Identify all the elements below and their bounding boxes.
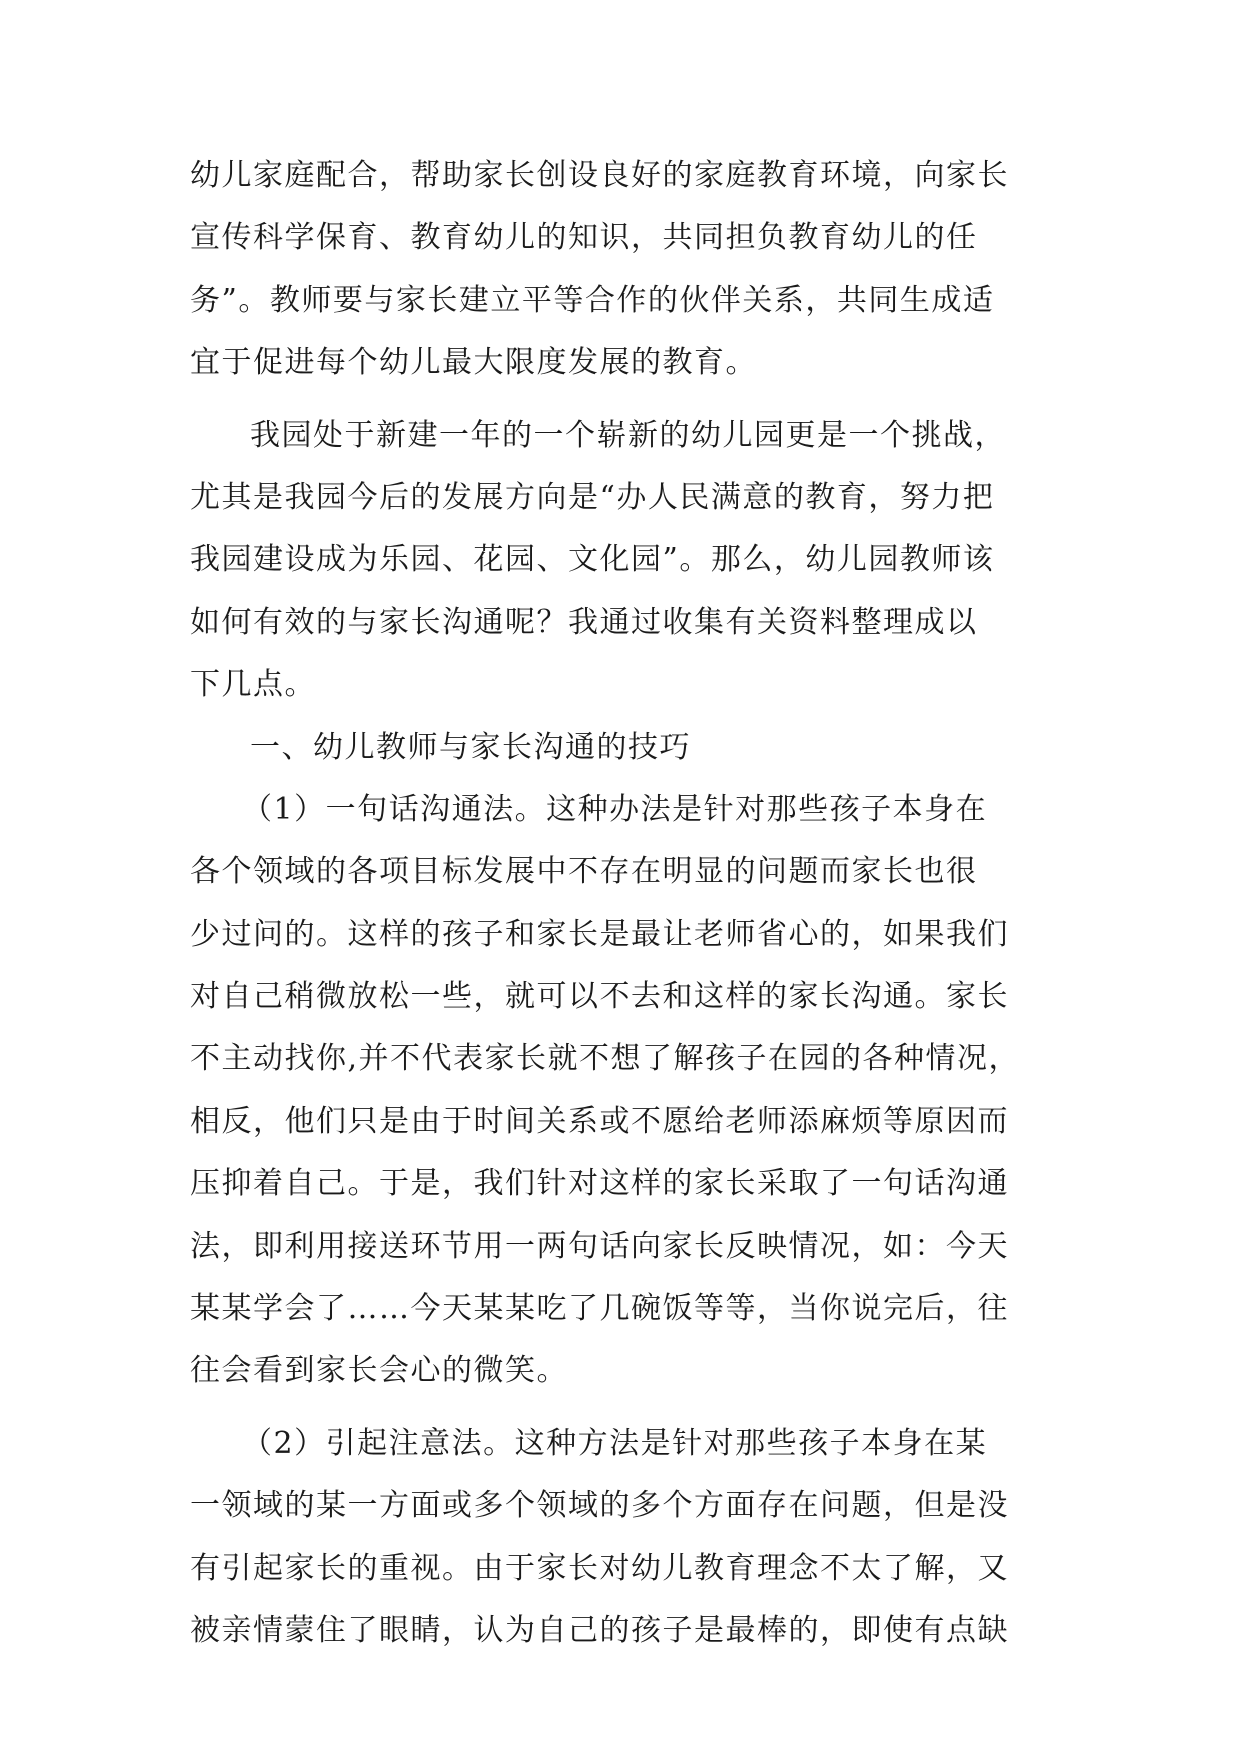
text-line: 被亲情蒙住了眼睛，认为自己的孩子是最棒的，即使有点缺 [190, 1612, 1009, 1648]
text-line: （1）一句话沟通法。这种办法是针对那些孩子本身在 [242, 791, 988, 827]
text-line: 某某学会了……今天某某吃了几碗饭等等，当你说完后，往 [190, 1291, 1009, 1327]
text-line: 宣传科学保育、教育幼儿的知识，共同担负教育幼儿的任 [190, 220, 978, 256]
text-line: 尤其是我园今后的发展方向是“办人民满意的教育，努力把 [190, 479, 995, 515]
text-line: 我园处于新建一年的一个崭新的幼儿园更是一个挑战， [250, 417, 1006, 453]
text-line: 压抑着自己。于是，我们针对这样的家长采取了一句话沟通 [190, 1166, 1009, 1202]
text-line: 各个领域的各项目标发展中不存在明显的问题而家长也很 [190, 854, 978, 890]
paragraph-gap [190, 395, 1050, 405]
paragraph-gap [190, 1403, 1050, 1413]
section-heading: 一、幼儿教师与家长沟通的技巧 [250, 729, 691, 765]
text-line: 下几点。 [190, 667, 316, 703]
text-line: 宜于促进每个幼儿最大限度发展的教育。 [190, 345, 757, 381]
text-line: 少过问的。这样的孩子和家长是最让老师省心的，如果我们 [190, 916, 1009, 952]
body-text [190, 145, 1050, 1662]
text-line: （2）引起注意法。这种方法是针对那些孩子本身在某 [242, 1425, 988, 1461]
text-line: 不主动找你,并不代表家长就不想了解孩子在园的各种情况， [190, 1041, 1021, 1077]
text-line: 我园建设成为乐园、花园、文化园”。那么，幼儿园教师该 [190, 542, 995, 578]
text-line: 对自己稍微放松一些，就可以不去和这样的家长沟通。家长 [190, 979, 1009, 1015]
text-line: 一领域的某一方面或多个领域的多个方面存在问题，但是没 [190, 1488, 1009, 1524]
text-line: 相反，他们只是由于时间关系或不愿给老师添麻烦等原因而 [190, 1103, 1009, 1139]
text-line: 务”。教师要与家长建立平等合作的伙伴关系，共同生成适 [190, 282, 995, 318]
text-line: 幼儿家庭配合，帮助家长创设良好的家庭教育环境，向家长 [190, 158, 1009, 193]
text-line: 往会看到家长会心的微笑。 [190, 1353, 568, 1389]
text-line: 法，即利用接送环节用一两句话向家长反映情况，如：今天 [190, 1228, 1009, 1264]
text-line: 如何有效的与家长沟通呢？我通过收集有关资料整理成以 [190, 604, 978, 640]
text-line: 有引起家长的重视。由于家长对幼儿教育理念不太了解，又 [190, 1550, 1009, 1586]
